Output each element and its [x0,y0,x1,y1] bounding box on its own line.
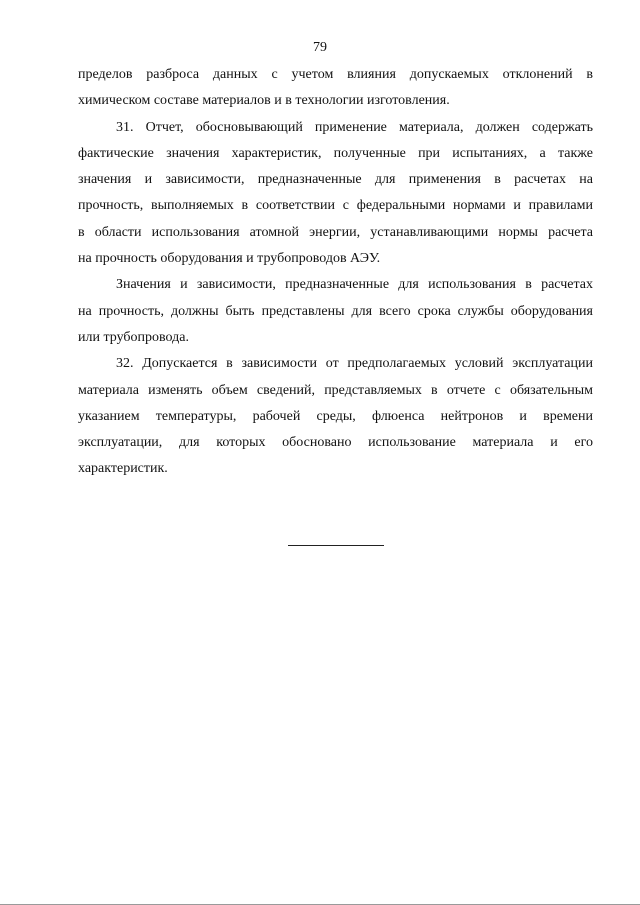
text-line: 32. Допускается в зависимости от предполагаемых условий эксплуатации [116,356,593,372]
text-line: в области использования атомной энергии, устанавливающими нормы расчета [78,224,593,240]
paragraph-item-32 [78,351,593,482]
paragraph-item-31-values [78,272,593,351]
page-number: 79 [313,40,327,55]
text-line: прочность, выполняемых в соответствии с федеральными нормами и правилами [78,198,593,214]
text-line: на прочность оборудования и трубопроводов АЭУ. [78,251,381,267]
text-line: характеристик. [78,461,168,477]
text-line: указанием температуры, рабочей среды, флюенса нейтронов и времени [78,408,593,424]
text-line: Значения и зависимости, предназначенные для использования в расчетах [116,277,593,293]
closing-rule [288,545,384,546]
text-line: эксплуатации, для которых обосновано использование материала и его [78,435,593,451]
paragraph-continuation [78,62,593,115]
paragraph-item-31 [78,115,593,273]
text-line: значения и зависимости, предназначенные для применения в расчетах на [78,172,593,188]
text-line: химическом составе материалов и в технологии изготовления. [78,93,450,109]
text-line: 31. Отчет, обосновывающий применение материала, должен содержать [116,119,593,135]
text-line: материала изменять объем сведений, представляемых в отчете с обязательным [78,382,593,398]
text-line: на прочность, должны быть представлены для всего срока службы оборудования [78,303,593,319]
text-line: или трубопровода. [78,329,189,345]
document-body [78,62,593,483]
text-line: пределов разброса данных с учетом влияния допускаемых отклонений в [78,67,593,82]
text-line: фактические значения характеристик, полученные при испытаниях, а также [78,145,593,161]
